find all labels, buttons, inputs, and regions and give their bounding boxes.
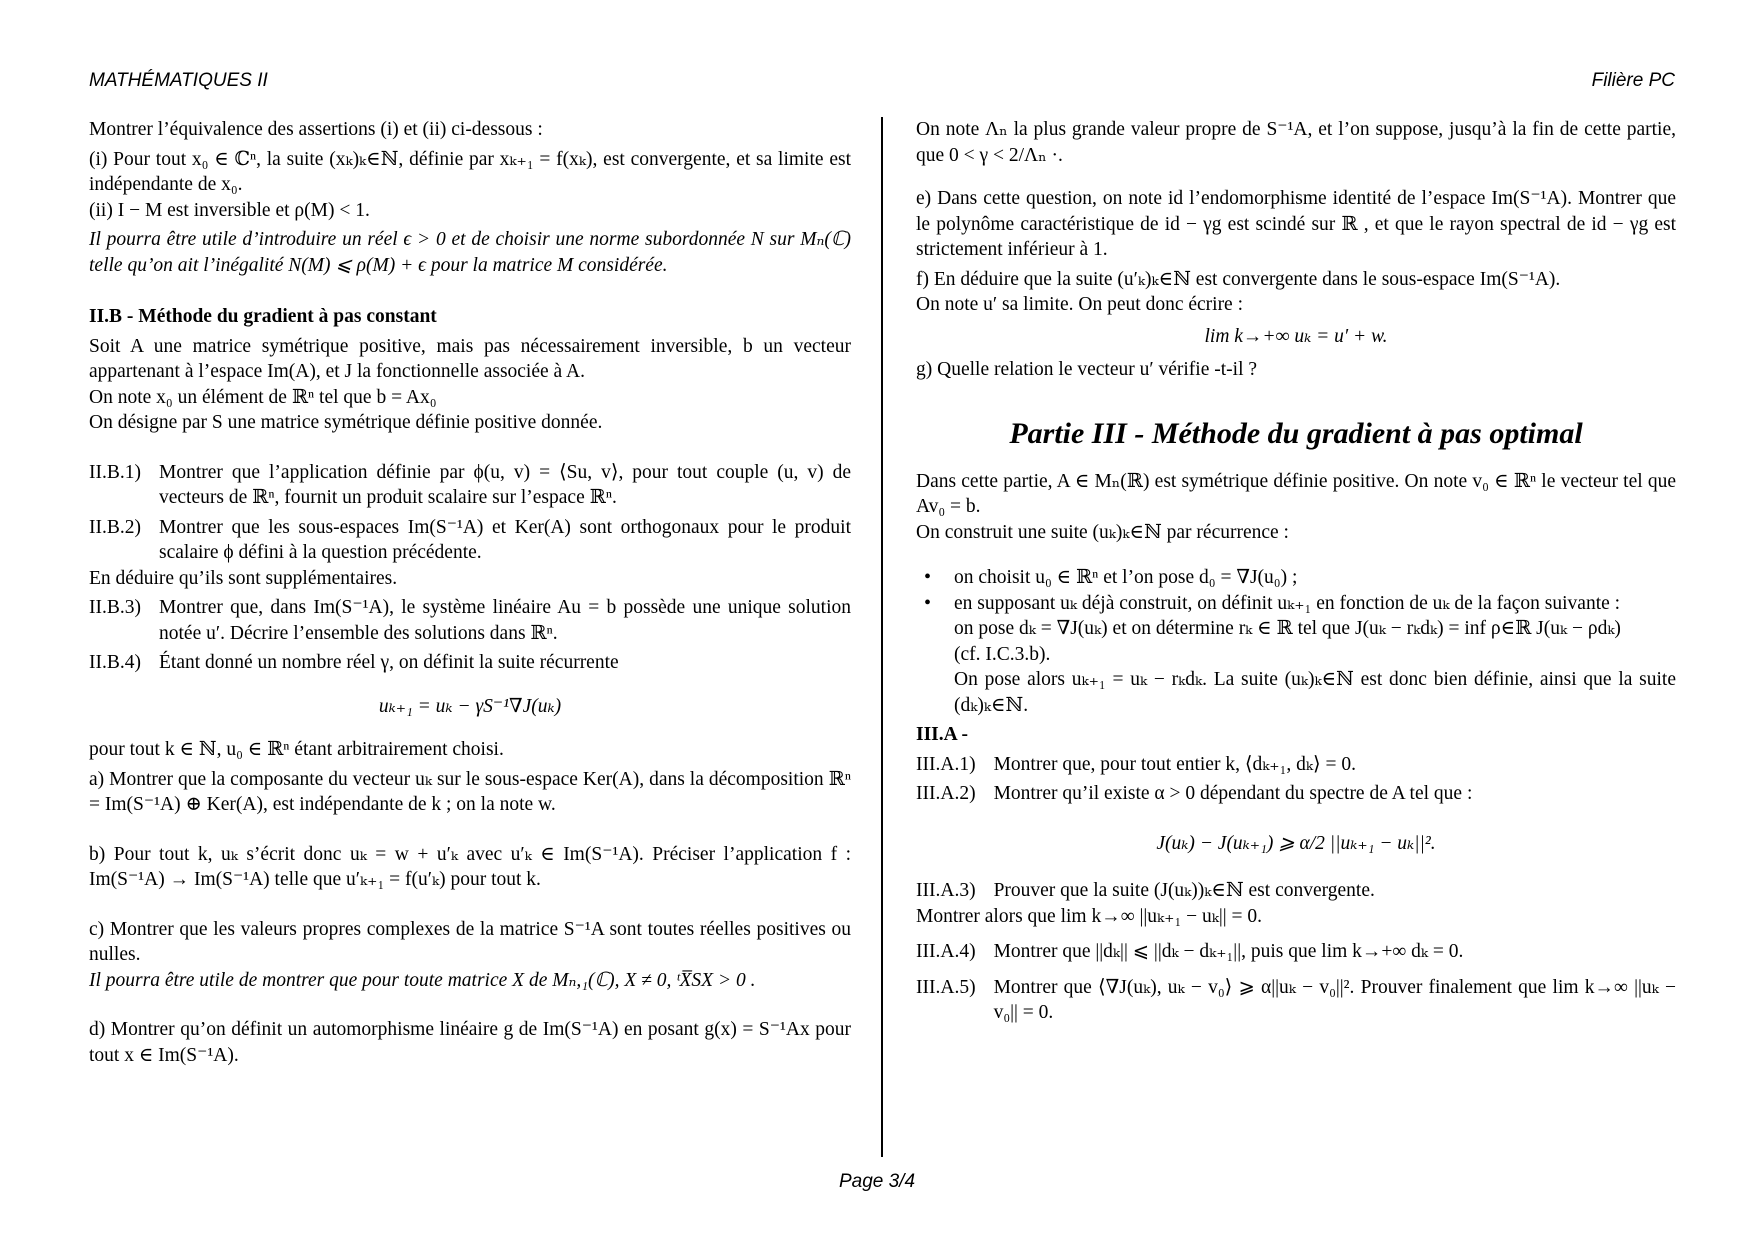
question-text: Montrer que, dans Im(S⁻¹A), le système linéaire Au = b possède une unique solution notée u′. Décrire l’ensemble des solutions dans ℝⁿ. (159, 597, 851, 644)
question-iib3 (89, 595, 851, 646)
list-item: • en supposant uₖ déjà construit, on définit uₖ₊₁ en fonction de uₖ de la façon suivante : on pose dₖ = ∇J(uₖ) et on détermine rₖ ∈ ℝ tel que J(uₖ − rₖdₖ) = inf ρ∈ℝ J(uₖ − ρdₖ) (cf. I.C.3.b). On pose alors uₖ₊₁ = uₖ − rₖdₖ. La suite (uₖ)ₖ∈ℕ est donc bien définie, ainsi que la suite (dₖ)ₖ∈ℕ. (916, 591, 1676, 719)
question-label: III.A.5) (916, 976, 976, 998)
left-column (89, 117, 851, 1068)
question-f: f) En déduire que la suite (u′ₖ)ₖ∈ℕ est convergente dans le sous-espace Im(S⁻¹A). (916, 268, 1561, 290)
hint-paragraph: Il pourra être utile d’introduire un réel ϵ > 0 et de choisir une norme subordonnée N sur Mₙ(ℂ) telle qu’on ait l’inégalité N(M) ⩽ ρ(M) + ϵ pour la matrice M considérée. (89, 229, 851, 276)
question-d: d) Montrer qu’on définit un automorphisme linéaire g de Im(S⁻¹A) en posant g(x) = S⁻¹Ax pour tout x ∈ Im(S⁻¹A). (89, 1019, 851, 1066)
question-a: a) Montrer que la composante du vecteur uₖ sur le sous-espace Ker(A), dans la décomposition ℝⁿ = Im(S⁻¹A) ⊕ Ker(A), est indépendante de k ; on la note w. (89, 768, 851, 815)
construction-list (916, 565, 1676, 718)
assertion-i: (i) Pour tout x₀ ∈ ℂⁿ, la suite (xₖ)ₖ∈ℕ, définie par xₖ₊₁ = f(xₖ), est convergente, et sa limite est indépendante de x₀. (89, 148, 851, 195)
question-label: II.B.2) (89, 516, 141, 538)
soit-paragraph-2: On note x₀ un élément de ℝⁿ tel que b = Ax₀ (89, 386, 437, 408)
subsection-title: III.A - (916, 724, 969, 745)
question-label: II.B.1) (89, 461, 141, 483)
question-iib2 (89, 515, 851, 566)
recurrence-condition: pour tout k ∈ ℕ, u₀ ∈ ℝⁿ étant arbitrairement choisi. (89, 739, 504, 760)
question-text: Montrer que, pour tout entier k, ⟨dₖ₊₁, dₖ⟩ = 0. (993, 753, 1356, 775)
question-iib1 (89, 460, 851, 511)
section-title: II.B - Méthode du gradient à pas constant (89, 306, 437, 327)
question-text: Montrer que les sous-espaces Im(S⁻¹A) et Ker(A) sont orthogonaux pour le produit scalaire ϕ défini à la question précédente. (159, 516, 851, 563)
intro-paragraph: Montrer l’équivalence des assertions (i) et (ii) ci-dessous : (89, 119, 543, 140)
question-iiia5 (916, 975, 1676, 1026)
question-iib4 (89, 650, 851, 676)
question-g: g) Quelle relation le vecteur u′ vérifie -t-il ? (916, 359, 1258, 380)
part-intro: Dans cette partie, A ∈ Mₙ(ℝ) est symétrique définie positive. On note v₀ ∈ ℝⁿ le vecteur tel que Av₀ = b. (916, 470, 1676, 517)
page-number: Page 3/4 (838, 1171, 916, 1192)
question-label: III.A.3) (916, 880, 976, 901)
limit-equation: lim k→+∞ uₖ = u′ + w. (1204, 325, 1388, 347)
right-column (916, 117, 1676, 1026)
lambda-paragraph: On note Λₙ la plus grande valeur propre de S⁻¹A, et l’on suppose, jusqu’à la fin de cette partie, que 0 < γ < 2/Λₙ ·. (916, 119, 1676, 166)
part-intro-2: On construit une suite (uₖ)ₖ∈ℕ par récurrence : (916, 521, 1289, 543)
question-label: II.B.3) (89, 597, 141, 618)
question-b: b) Pour tout k, uₖ s’écrit donc uₖ = w + u′ₖ avec u′ₖ ∈ Im(S⁻¹A). Préciser l’application f : Im(S⁻¹A) → Im(S⁻¹A) telle que u′ₖ₊₁ = f(u′ₖ) pour tout k. (89, 843, 851, 890)
question-text-cont: Montrer alors que lim k→∞ ||uₖ₊₁ − uₖ|| = 0. (916, 905, 1263, 927)
question-iiia4 (916, 939, 1676, 965)
question-c: c) Montrer que les valeurs propres complexes de la matrice S⁻¹A sont toutes réelles positives ou nulles. (89, 918, 851, 965)
part-title: Partie III - Méthode du gradient à pas optimal (1009, 416, 1583, 450)
question-label: II.B.4) (89, 652, 141, 673)
column-divider (881, 117, 883, 1157)
recurrence-equation: uₖ₊₁ = uₖ − γS⁻¹∇J(uₖ) (378, 695, 562, 717)
question-c-hint: Il pourra être utile de montrer que pour toute matrice X de Mₙ,₁(ℂ), X ≠ 0, ᵗX̅SX > 0 . (89, 969, 756, 991)
question-text: Montrer que l’application définie par ϕ(u, v) = ⟨Su, v⟩, pour tout couple (u, v) de vecteurs de ℝⁿ, fournit un produit scalaire sur l’espace ℝⁿ. (159, 461, 851, 508)
inequality-equation: J(uₖ) − J(uₖ₊₁) ⩾ α/2 ||uₖ₊₁ − uₖ||². (1156, 832, 1436, 854)
question-label: III.A.2) (916, 783, 976, 804)
question-text: Montrer qu’il existe α > 0 dépendant du spectre de A tel que : (993, 783, 1473, 804)
question-label: III.A.1) (916, 753, 976, 775)
header-subject: MATHÉMATIQUES II (89, 70, 268, 91)
header-track: Filière PC (1591, 70, 1675, 91)
soit-paragraph: Soit A une matrice symétrique positive, mais pas nécessairement inversible, b un vecteur appartenant à l’espace Im(A), et J la fonctionnelle associée à A. (89, 335, 851, 382)
question-e: e) Dans cette question, on note id l’endomorphisme identité de l’espace Im(S⁻¹A). Montrer que le polynôme caractéristique de id − γg est scindé sur ℝ , et que le rayon spectral de id − γg est strictement inférieur à 1. (916, 188, 1676, 260)
list-item: • on choisit u₀ ∈ ℝⁿ et l’on pose d₀ = ∇J(u₀) ; (916, 565, 1676, 591)
question-text: Prouver que la suite (J(uₖ))ₖ∈ℕ est convergente. (993, 880, 1375, 901)
question-text: Montrer que ||dₖ|| ⩽ ||dₖ − dₖ₊₁||, puis que lim k→+∞ dₖ = 0. (993, 941, 1464, 962)
question-text: Étant donné un nombre réel γ, on définit la suite récurrente (159, 652, 619, 673)
question-label: III.A.4) (916, 941, 976, 962)
question-text-cont: En déduire qu’ils sont supplémentaires. (89, 567, 398, 589)
question-iiia2 (916, 781, 1676, 807)
question-f-cont: On note u′ sa limite. On peut donc écrire : (916, 294, 1244, 315)
soit-paragraph-3: On désigne par S une matrice symétrique définie positive donnée. (89, 412, 603, 433)
question-iiia3 (916, 878, 1676, 904)
assertion-ii: (ii) I − M est inversible et ρ(M) < 1. (89, 199, 370, 221)
question-text: Montrer que ⟨∇J(uₖ), uₖ − v₀⟩ ⩾ α||uₖ − v₀||². Prouver finalement que lim k→∞ ||uₖ − v₀|| = 0. (993, 976, 1676, 1023)
question-iiia1 (916, 752, 1676, 778)
